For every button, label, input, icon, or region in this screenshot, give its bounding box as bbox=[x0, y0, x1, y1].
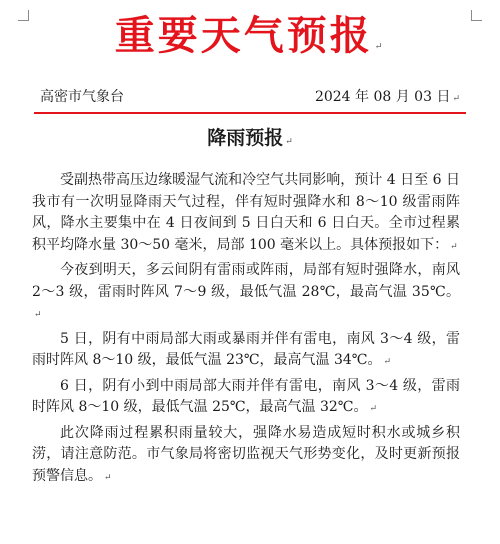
body-paragraph-text: 今夜到明天，多云间阴有雷雨或阵雨，局部有短时强降水，南风 2～3 级，雷雨时阵风 7～9 级，最低气温 28℃，最高气温 35℃。 bbox=[32, 262, 460, 300]
paragraph-mark-icon: ↵ bbox=[450, 241, 458, 252]
body-paragraph-day5 bbox=[32, 329, 460, 374]
paragraph-mark-icon: ↵ bbox=[34, 310, 42, 320]
body-paragraph-tonight bbox=[32, 260, 460, 327]
issue-date: 2024 年 08 月 03 日 bbox=[314, 89, 451, 105]
body-paragraph-intro bbox=[32, 170, 460, 258]
body-paragraph-text: 此次降雨过程累积雨量较大，强降水易造成短时积水或城乡积涝，请注意防范。市气象局将密切监视天气形势变化，及时更新预报预警信息。 bbox=[32, 424, 460, 484]
body-paragraph-text: 5 日，阴有中雨局部大雨或暴雨并伴有雷电，南风 3～4 级，雷雨时阵风 8～10 级，最低气温 23℃，最高气温 34℃。 bbox=[32, 330, 460, 368]
body-paragraph-text: 6 日，阴有小到中雨局部大雨并伴有雷电，南风 3～4 级，雷雨时阵风 8～10 级，最低气温 25℃，最高气温 32℃。 bbox=[32, 377, 460, 415]
body-paragraph-text: 受副热带高压边缘暖湿气流和冷空气共同影响，预计 4 日至 6 日我市有一次明显降雨天气过程，伴有短时强降水和 8～10 级雷雨阵风，降水主要集中在 4 日夜间到 5 日白天和 6 日白天。全市过程累积平均降水量 30～50 毫米，局部 100 毫米以上。具体预报如下： bbox=[32, 172, 460, 253]
paragraph-mark-icon: ↵ bbox=[369, 404, 378, 414]
body-paragraph-day6 bbox=[32, 376, 460, 421]
body-paragraph-advice bbox=[32, 423, 460, 490]
document-title-text: 降雨预报 bbox=[207, 127, 284, 149]
red-separator-rule bbox=[34, 112, 466, 114]
document-title bbox=[0, 124, 500, 156]
paragraph-mark-icon: ↵ bbox=[383, 357, 392, 367]
paragraph-mark-icon: ↵ bbox=[285, 137, 293, 147]
masthead-text: 重要天气预报 bbox=[114, 12, 373, 59]
paragraph-mark-icon: ↵ bbox=[452, 94, 460, 104]
issue-date-wrap bbox=[315, 86, 460, 110]
paragraph-mark-icon: ↵ bbox=[374, 42, 386, 52]
masthead-heading bbox=[0, 10, 500, 73]
issuer-name: 高密市气象台 bbox=[40, 89, 124, 105]
paragraph-mark-icon: ↵ bbox=[104, 472, 112, 483]
issuer-date-row bbox=[40, 86, 460, 108]
forecast-body bbox=[32, 170, 460, 491]
